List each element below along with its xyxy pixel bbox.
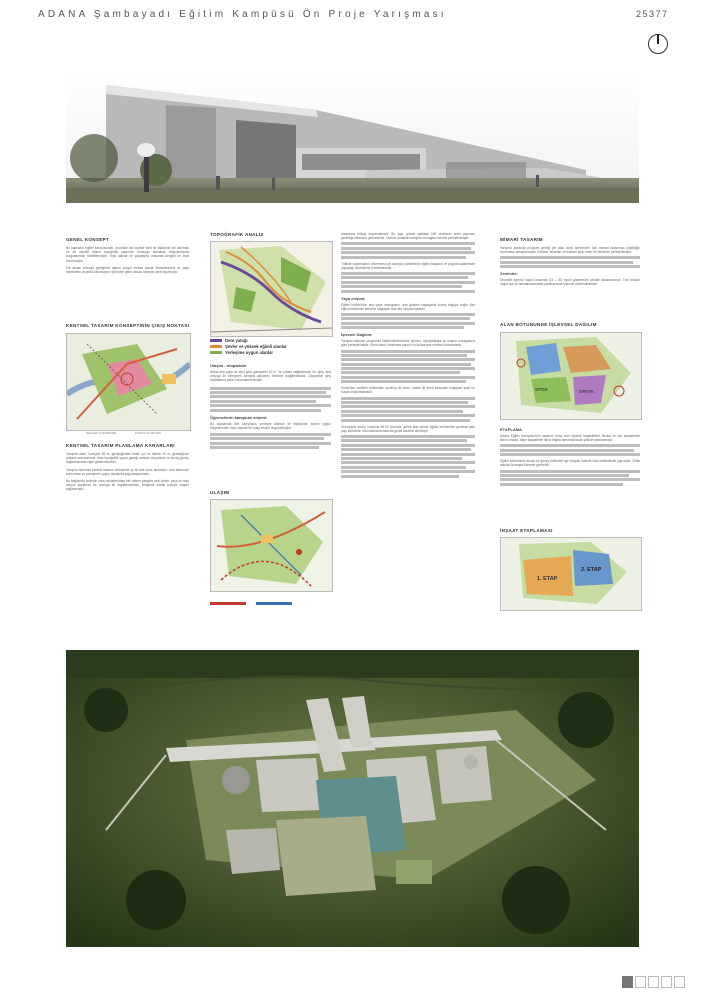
spatial-subheading: İşlevsel Dağılım: <box>341 332 373 338</box>
concept-paragraph-2: Ele alınan konsept gereğince alanın sosyal mekan olarak düzenlenmesi ve yaya hareketleri öncelikli tutulmuştur. Şehirden gelen akslar kampüs içine taşınmıştır. <box>66 265 189 275</box>
decisions-paragraph-3: Bu bağlamda projenin çıkış noktalarından biri; alanın yatayda vadi içinde, yaya ve taşıt akışını ayrıştıran bir omurga ile örgütlenmesidir. Bölgesel olarak kuzeye ulaşım sağlanmıştır. <box>66 479 189 492</box>
phasing-text: Adana Eğitim Kampüsü'nün tasarımı esas olan öğrenci kapasiteleri; İlkokul ve lise kapasiteleri birinci etapta, diğer kapasiteler ikinci etapta tamamlanacak şekilde planlanmıştır. <box>500 434 640 443</box>
etap-1-label: 1. ETAP <box>537 576 558 582</box>
architecture-text: Yarışma alanında program gereği yer alan farklı işlevlerden tüm mimari tasarımda çeşitliliğin korunması amaçlanmıştır. Kütleler, terasları ve avluları takip eden bir düzende yerleştirilmiştir. <box>500 246 640 255</box>
map-caption-b: KONUT ALANLARI <box>135 431 161 435</box>
map-caption-a: DEVLET KURUMLARI <box>86 431 117 435</box>
construction-heading: İNŞAAT ETAPLAMASI <box>500 528 553 533</box>
access-subheading: Öğrencilerin kampüse erişimi: <box>210 414 268 420</box>
elevation-text: Güneydeki kuzey kırsalına 65.00 kotunda, gerek alan içinde eğitim birimlerinin gerekse alan yapı kütlesinin konumlandırılmasında genel kararlar alınmıştır. <box>341 424 475 433</box>
materials-subheading: Zeminler: <box>500 271 519 277</box>
sheet-2-indicator[interactable] <box>635 976 646 988</box>
topographic-map <box>210 241 333 337</box>
topo-heading: TOPOĞRAFİK ANALİZ <box>210 232 264 237</box>
sheet-5-indicator[interactable] <box>674 976 685 988</box>
terrace-text: Kuzeyden vadiden birbirinden ayrılmış iki teras, cadde ile kenti kampüse bağlayan yeşil bir kuşak oluşturmaktadır. <box>341 386 475 395</box>
transport-map <box>210 499 333 592</box>
hero-rendering <box>66 70 639 203</box>
column-4-top <box>500 237 640 287</box>
transport-subheading: Ulaşım - otoparklar <box>210 363 247 368</box>
spatial-text: Yarışma alanının programla ilişkilendirilmesinde işlevler, topoğrafyaya ve ulaşım omurgasına göre yerleştirilmiştir. Genel alan, konferans salonu ve kütüphane merkezi konumdadır. <box>341 339 475 348</box>
column-3-text <box>341 232 475 479</box>
decisions-heading: KENTSEL TASARIM PLANLAMA KARARLARI <box>66 443 175 448</box>
transport-map-legend <box>210 593 331 599</box>
architecture-heading: MİMARİ TASARIM <box>500 237 543 242</box>
column-2-text <box>210 360 331 451</box>
legend-stream-label: Dere yatağı <box>225 338 248 343</box>
column-1 <box>66 237 189 277</box>
concept-text <box>66 246 189 274</box>
sheet-3-indicator[interactable] <box>648 976 659 988</box>
etap-2-label: 2. ETAP <box>581 567 602 573</box>
board-title: ADANA Şambayadı Eğitim Kampüsü Ön Proje Yarışması <box>38 9 447 20</box>
sheet-1-indicator[interactable] <box>622 976 633 988</box>
traffic-text: Trafikte sığınmaların önlenmesi için kampüs yönetiminin eğitim başlama ve paydos saatlerinde yapacağı düzenleme önerilmektedir. <box>341 261 475 270</box>
construction-phasing-map <box>500 537 642 611</box>
aerial-rendering <box>66 650 639 947</box>
functional-heading: ALAN BOTUNUNDE İŞLEVSEL DAĞILIM <box>500 322 597 327</box>
sheet-pagination <box>620 975 685 993</box>
urban-concept-heading: KENTSEL TASARIM KONSEPTİNİN ÇIKIŞ NOKTASI <box>66 323 190 328</box>
topo-legend <box>210 338 335 356</box>
decisions-paragraph-2: Yarışma alanında kentsel tasarım düzeyinde şu iki ana karar alınmıştır: vadi tabanının korunması ve yerleşimin uygun alanlarda yoğunlaştırılması. <box>66 467 189 476</box>
pedestrian-subheading: Yaya erişimi: <box>341 295 366 301</box>
concept-paragraph-1: Bu kapsamlı eğitim kampüsünün, öncelikle üst ölçekte kent ile ilişkisinin ele alınması ve alt ölçekte alanın topoğrafik yapısının sunduğu olanaklar doğrultusunda kurgulanması hedeflenmiştir. Yeşil alanlar ile yapılaşma arasında dengeli bir ilişki kurulmuştur. <box>66 246 189 263</box>
decisions-paragraph-1: Yarışma alanı, kuzeyde 55 m. genişliğindeki imarlı yol ve batıda 15 m. genişliğinde yollarla sınırlanmıştır. Alan topoğrafik yapısı gereği vadiden oluşmakta ve kuzey-güney doğrultusunda eğim göstermektedir. <box>66 452 189 465</box>
label-ortak: ORTAK <box>579 389 595 394</box>
sheet-4-indicator[interactable] <box>661 976 672 988</box>
phasing-text-2: Eğitim bölümünün kuzey ve güney bölümleri ayrı etaplar halinde inşa edilebilecek yapıdadır. Ortak alanlar ilk etapta hizmete girecektir. <box>500 459 640 468</box>
column-4-phasing <box>500 424 640 487</box>
bus-text: araçlarına ihtiyaç duyulmaktadır. Bu sayı, günde yaklaşık 150 otobüsün sefer yapması gerektiği anlamına gelmektedir. Otobüs durakları kampüs omurgası üzerine yerleştirilmiştir. <box>341 232 475 241</box>
column-1-lower <box>66 443 189 495</box>
label-spor: SPOR <box>535 387 548 392</box>
entry-code: 25377 <box>636 9 669 19</box>
legend-suitable <box>210 350 335 356</box>
functional-map <box>500 332 642 420</box>
decisions-text <box>66 452 189 492</box>
materials-text: Öncelikli öğrenci sayısı arasında (24 – 30) uyum gösterecek şekilde tasarlanmıştır. Tüm binalar doğal ışık ve havalandırmadan yararlanacak biçimde yönlendirilmiştir. <box>500 278 640 287</box>
transport-text: Alana ana yaya ve taşıt giriş güneydeki 10 m. lik yoldan sağlanmıştır. Bu giriş, ana omurga ile birleşerek kampüs yapılarını birbirine bağlamaktadır. Otoparklar giriş noktalarına yakın konumlandırılmıştır. <box>210 370 331 383</box>
concept-heading: GENEL KONSEPT <box>66 237 110 242</box>
access-text: Bu kapsamda ilde kampüsün yerleşim alanları ile ilişkisinde, kentin yoğun bölgelerinden toplu taşıma ile kolay erişimi öngörülmüştür. <box>210 421 331 430</box>
legend-slopes-label: Şevler ve yüksek eğimli alanlar <box>225 344 287 349</box>
north-arrow-icon <box>648 34 668 54</box>
pedestrian-text: Eğitim bölümünün ana yaya omurgasını, ana girişten başlayarak kuzey doğuya doğru tüm eğitim birimlerini birbirine bağlayan ana aks oluşturmaktadır. <box>341 302 475 311</box>
transport-heading: ULAŞIM <box>210 490 230 495</box>
urban-concept-map <box>66 333 191 431</box>
legend-suitable-label: Yerleşime uygun alanlar <box>225 350 273 355</box>
phasing-subheading: ETAPLAMA <box>500 427 522 432</box>
